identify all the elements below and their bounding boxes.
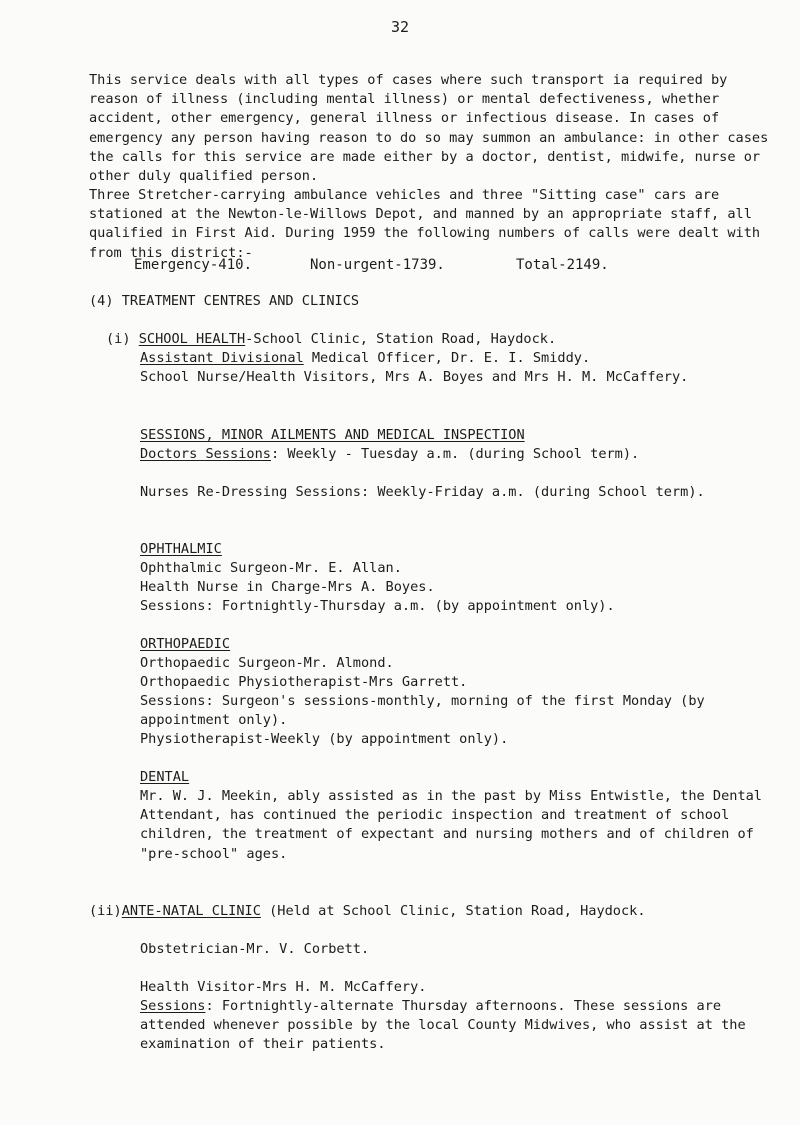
doctors-sessions: [140, 445, 780, 464]
antenatal-prefix: (ii): [89, 903, 122, 919]
antenatal-section: [89, 902, 789, 921]
school-nurses: School Nurse/Health Visitors, Mrs A. Boyes and Mrs H. M. McCaffery.: [140, 369, 689, 385]
orthopaedic-surgeon: Orthopaedic Surgeon-Mr. Almond.: [140, 655, 394, 671]
ophthalmic-surgeon: Ophthalmic Surgeon-Mr. E. Allan.: [140, 560, 402, 576]
section-heading-treatment-centres: (4) TREATMENT CENTRES AND CLINICS: [89, 293, 360, 309]
obstetrician: Obstetrician-Mr. V. Corbett.: [140, 941, 370, 957]
nurses-sessions: Nurses Re-Dressing Sessions: Weekly-Friday a.m. (during School term).: [140, 484, 705, 500]
emergency-calls: Emergency-410.: [134, 257, 253, 273]
non-urgent-calls: Non-urgent-1739.: [310, 257, 445, 273]
antenatal-title: ANTE-NATAL CLINIC: [121, 903, 261, 919]
total-calls: Total-2149.: [516, 257, 609, 273]
antenatal-health-visitor: Health Visitor-Mrs H. M. McCaffery.: [140, 979, 427, 995]
antenatal-sessions-detail: : Fortnightly-alternate Thursday afternoons. These sessions are attended whenever possible by the local County Midwives, who assist at the examination of their patients.: [140, 998, 754, 1053]
medical-officer-label: Assistant Divisional: [140, 350, 304, 366]
orthopaedic-heading: ORTHOPAEDIC: [140, 636, 231, 652]
orthopaedic-sessions: Sessions: Surgeon's sessions-monthly, morning of the first Monday (by appointment only).: [140, 693, 713, 729]
intro-paragraph: This service deals with all types of cases where such transport ia required by reason of illness (including mental illness) or mental defectiveness, whether accident, other emergency, general illness or infectious disease. In cases of emergency any person having reason to do so may summon an ambulance: in other cases the calls for this service are made either by a doctor, dentist, midwife, nurse or other duly qualified person.: [89, 72, 777, 185]
dental-paragraph: Mr. W. J. Meekin, ably assisted as in the past by Miss Entwistle, the Dental Attendant, has continued the periodic inspection and treatment of school children, the treatment of expectant and nursing mothers and of children of "pre-school" ages.: [140, 788, 771, 862]
doctors-sessions-label: Doctors Sessions: [140, 446, 271, 462]
page-number: 32: [390, 18, 410, 36]
school-health-title: SCHOOL HEALTH: [138, 331, 246, 347]
ophthalmic-nurse: Health Nurse in Charge-Mrs A. Boyes.: [140, 579, 435, 595]
medical-officer-line: [140, 349, 780, 368]
ophthalmic-heading: OPHTHALMIC: [140, 541, 222, 557]
doctors-sessions-detail: : Weekly - Tuesday a.m. (during School term).: [270, 446, 640, 462]
antenatal-sessions-label: Sessions: [140, 998, 206, 1014]
antenatal-location: (Held at School Clinic, Station Road, Haydock.: [260, 903, 646, 919]
physiotherapist-sessions: Physiotherapist-Weekly (by appointment only).: [140, 731, 509, 747]
orthopaedic-physiotherapist: Orthopaedic Physiotherapist-Mrs Garrett.: [140, 674, 468, 690]
medical-officer-name: Medical Officer, Dr. E. I. Smiddy.: [303, 350, 591, 366]
sessions-heading: SESSIONS, MINOR AILMENTS AND MEDICAL INSPECTION: [140, 427, 525, 443]
school-health-prefix: (i): [106, 331, 139, 347]
school-health-section: [106, 330, 776, 349]
ophthalmic-sessions: Sessions: Fortnightly-Thursday a.m. (by appointment only).: [140, 598, 615, 614]
dental-heading: DENTAL: [140, 769, 190, 785]
antenatal-sessions: [140, 997, 780, 1055]
school-health-location: -School Clinic, Station Road, Haydock.: [245, 331, 557, 347]
ambulance-paragraph: Three Stretcher-carrying ambulance vehicles and three "Sitting case" cars are stationed at the Newton-le-Willows Depot, and manned by an appropriate staff, all qualified in First Aid. During 1959 the following numbers of calls were dealt with from this district:-: [89, 187, 769, 261]
